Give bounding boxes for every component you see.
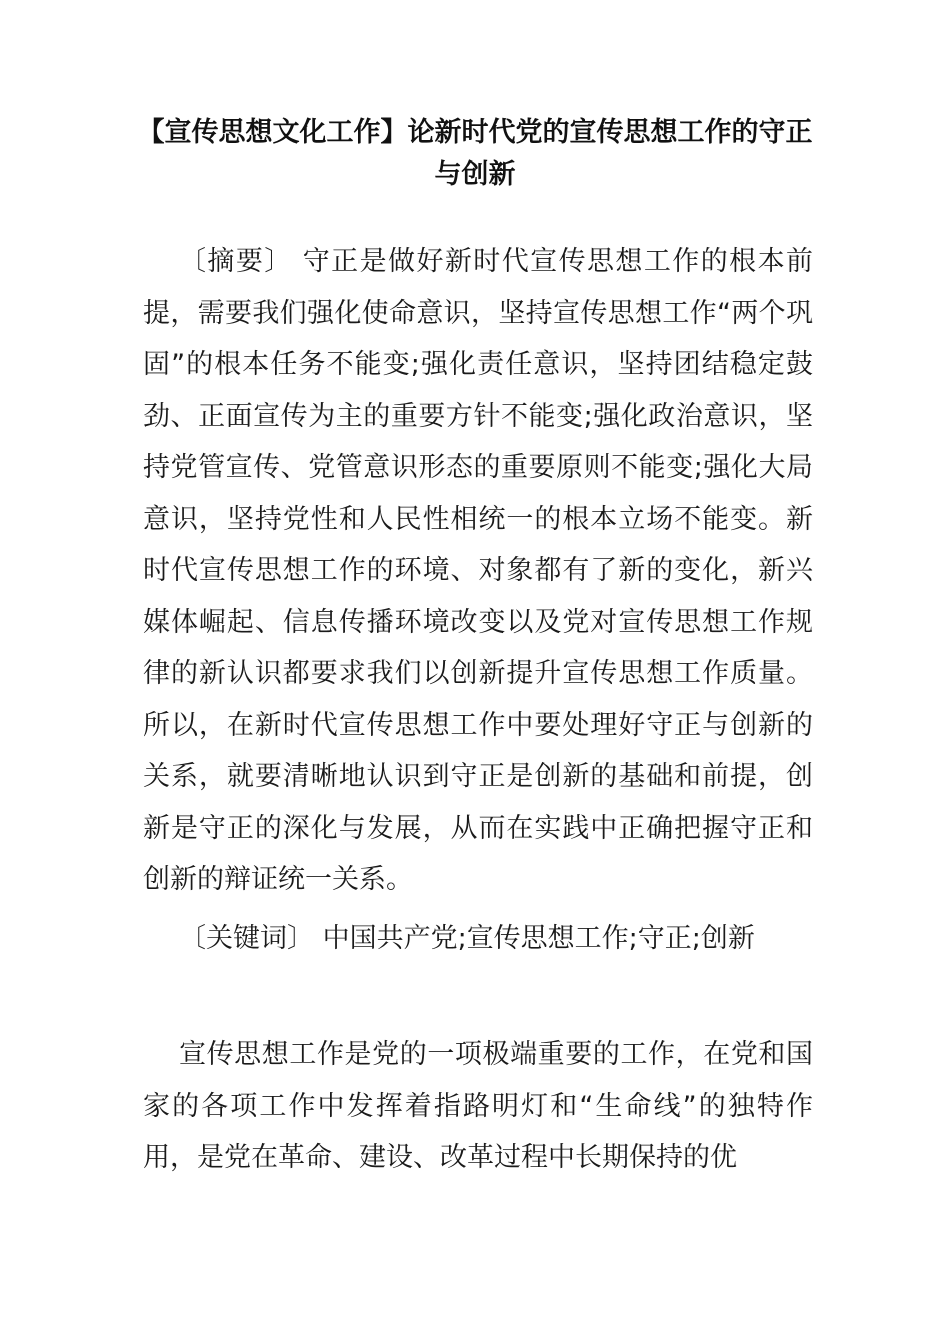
document-title: 【宣传思想文化工作】论新时代党的宣传思想工作的守正与创新 xyxy=(137,117,813,190)
abstract-label: 〔摘要〕 xyxy=(179,246,293,277)
abstract-paragraph xyxy=(143,236,813,906)
keywords-label: 〔关键词〕 xyxy=(179,923,314,954)
keywords-paragraph xyxy=(143,913,813,965)
keywords-text: 中国共产党;宣传思想工作;守正;创新 xyxy=(314,923,755,954)
abstract-text: 守正是做好新时代宣传思想工作的根本前提，需要我们强化使命意识，坚持宣传思想工作“两个巩固”的根本任务不能变;强化责任意识，坚持团结稳定鼓劲、正面宣传为主的重要方针不能变;强化政治意识，坚持党管宣传、党管意识形态的重要原则不能变;强化大局意识，坚持党性和人民性相统一的根本立场不能变。新时代宣传思想工作的环境、对象都有了新的变化，新兴媒体崛起、信息传播环境改变以及党对宣传思想工作规律的新认识都要求我们以创新提升宣传思想工作质量。所以，在新时代宣传思想工作中要处理好守正与创新的关系，就要清晰地认识到守正是创新的基础和前提，创新是守正的深化与发展，从而在实践中正确把握守正和创新的辩证统一关系。 xyxy=(143,246,813,895)
intro-paragraph: 宣传思想工作是党的一项极端重要的工作，在党和国家的各项工作中发挥着指路明灯和“生命线”的独特作用，是党在革命、建设、改革过程中长期保持的优 xyxy=(143,1039,813,1173)
